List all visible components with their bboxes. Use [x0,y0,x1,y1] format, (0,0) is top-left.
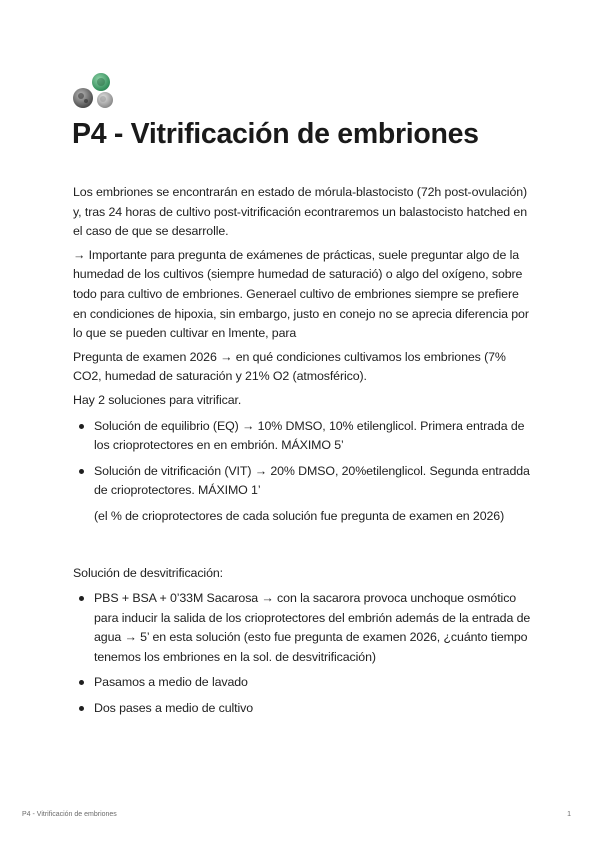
bullet-icon [79,424,84,429]
embryo-cells-icon [72,72,118,112]
page-title: P4 - Vitrificación de embriones [72,118,479,150]
devitrification-list [73,589,533,719]
humidity-note-paragraph: → Importante para pregunta de exámenes de prácticas, suele preguntar algo de la humedad de los cultivos (siempre humedad de saturació) o algo del oxígeno, sobre todo para cultivo de embriones. Generael cultivo de embriones siempre se prefiere en condiciones de hipoxia, sin embargo, justo en conejo no se aprecia diferencia por lo que se pueden cultivar en lmente, para [73,247,529,341]
footer-title: P4 - Vitrificación de embriones [22,811,117,818]
page-number: 1 [567,811,571,818]
intro-paragraph: Los embriones se encontrarán en estado de mórula-blastocisto (72h post-ovulación) y, tras 24 horas de cultivo post-vitrificación econtraremos un balastocisto hatched en el caso de que se desarrolle. [73,185,528,239]
list-item: Solución de equilibrio (EQ) → 10% DMSO, 10% etilenglicol. Primera entrada de los crioprotectores en en embrión. MÁXIMO 5’ [73,417,533,456]
solutions-intro-paragraph: Hay 2 soluciones para vitrificar. [73,392,242,407]
solutions-note: (el % de crioprotectores de cada solución fue pregunta de examen en 2026) [94,508,505,523]
list-item: PBS + BSA + 0’33M Sacarosa → con la sacarora provoca unchoque osmótico para inducir la salida de los crioprotectores del embrión además de la entrada de agua → 5’ en esta solución (esto fue pregunta de examen 2026, ¿cuánto tiempo tenemos los embriones en la sol. de desvitrificación) [73,589,533,667]
bullet-icon [79,680,84,685]
exam-question-paragraph: Pregunta de examen 2026 → en qué condiciones cultivamos los embriones (7% CO2, humedad de saturación y 21% O2 (atmosférico). [73,349,506,384]
bullet-icon [79,596,84,601]
bullet-icon [79,469,84,474]
list-item: Dos pases a medio de cultivo [73,699,533,719]
vitrification-solutions-list [73,417,533,501]
list-item: Pasamos a medio de lavado [73,673,533,693]
devitrification-heading: Solución de desvitrificación: [73,565,223,580]
document-body [73,183,533,725]
list-item: Solución de vitrificación (VIT) → 20% DMSO, 20%etilenglicol. Segunda entradda de crioprotectores. MÁXIMO 1’ [73,462,533,501]
bullet-icon [79,706,84,711]
